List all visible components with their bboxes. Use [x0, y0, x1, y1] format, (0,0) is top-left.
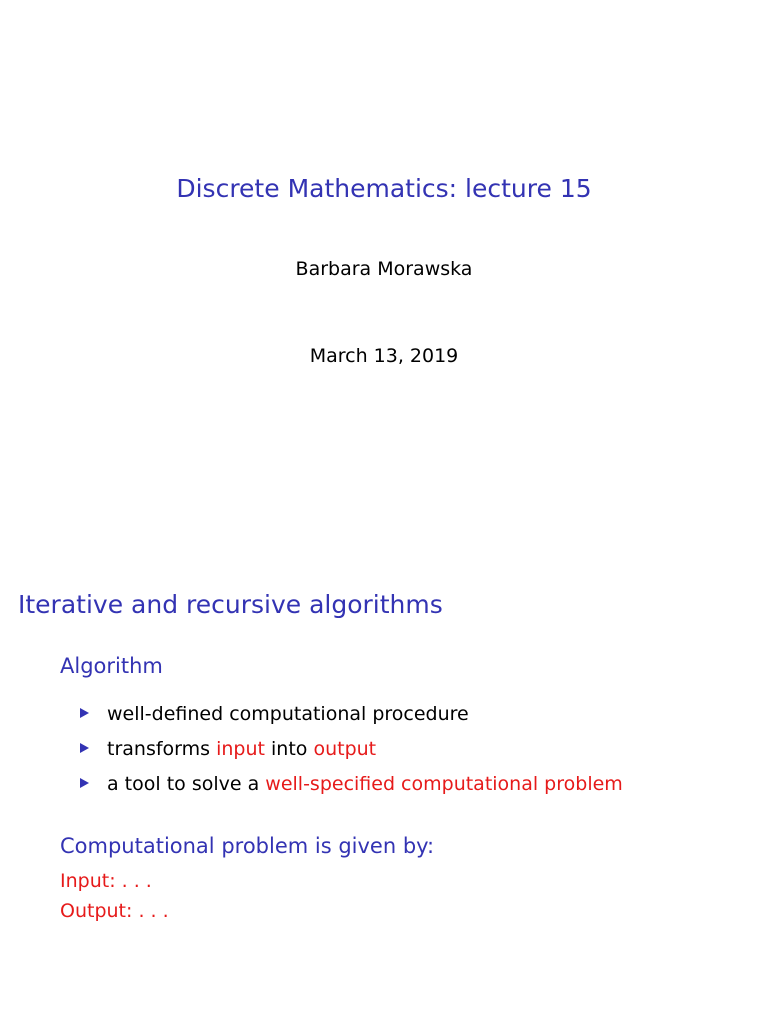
highlight-problem: well-specified computational problem	[265, 773, 623, 795]
problem-heading: Computational problem is given by:	[60, 834, 435, 858]
frame-title: Iterative and recursive algorithms	[18, 590, 443, 619]
block-title-algorithm: Algorithm	[60, 654, 163, 678]
bullet-item	[80, 735, 623, 770]
bullet-item	[80, 770, 623, 805]
triangle-bullet-icon	[80, 743, 89, 753]
input-line: Input: . . .	[60, 870, 152, 892]
highlight-input: input	[216, 738, 265, 760]
triangle-bullet-icon	[80, 708, 89, 718]
bullet-text-prefix: a tool to solve a	[107, 773, 266, 795]
output-line: Output: . . .	[60, 900, 169, 922]
bullet-text: well-defined computational procedure	[107, 703, 469, 725]
triangle-bullet-icon	[80, 778, 89, 788]
author-name: Barbara Morawska	[295, 258, 473, 280]
bullet-text-middle: into	[264, 738, 314, 760]
bullet-text-prefix: transforms	[107, 738, 217, 760]
lecture-title: Discrete Mathematics: lecture 15	[176, 174, 592, 203]
algorithm-bullet-list	[80, 700, 623, 805]
lecture-date: March 13, 2019	[309, 345, 459, 367]
content-slide	[0, 512, 768, 1024]
highlight-output: output	[313, 738, 377, 760]
bullet-item	[80, 700, 623, 735]
